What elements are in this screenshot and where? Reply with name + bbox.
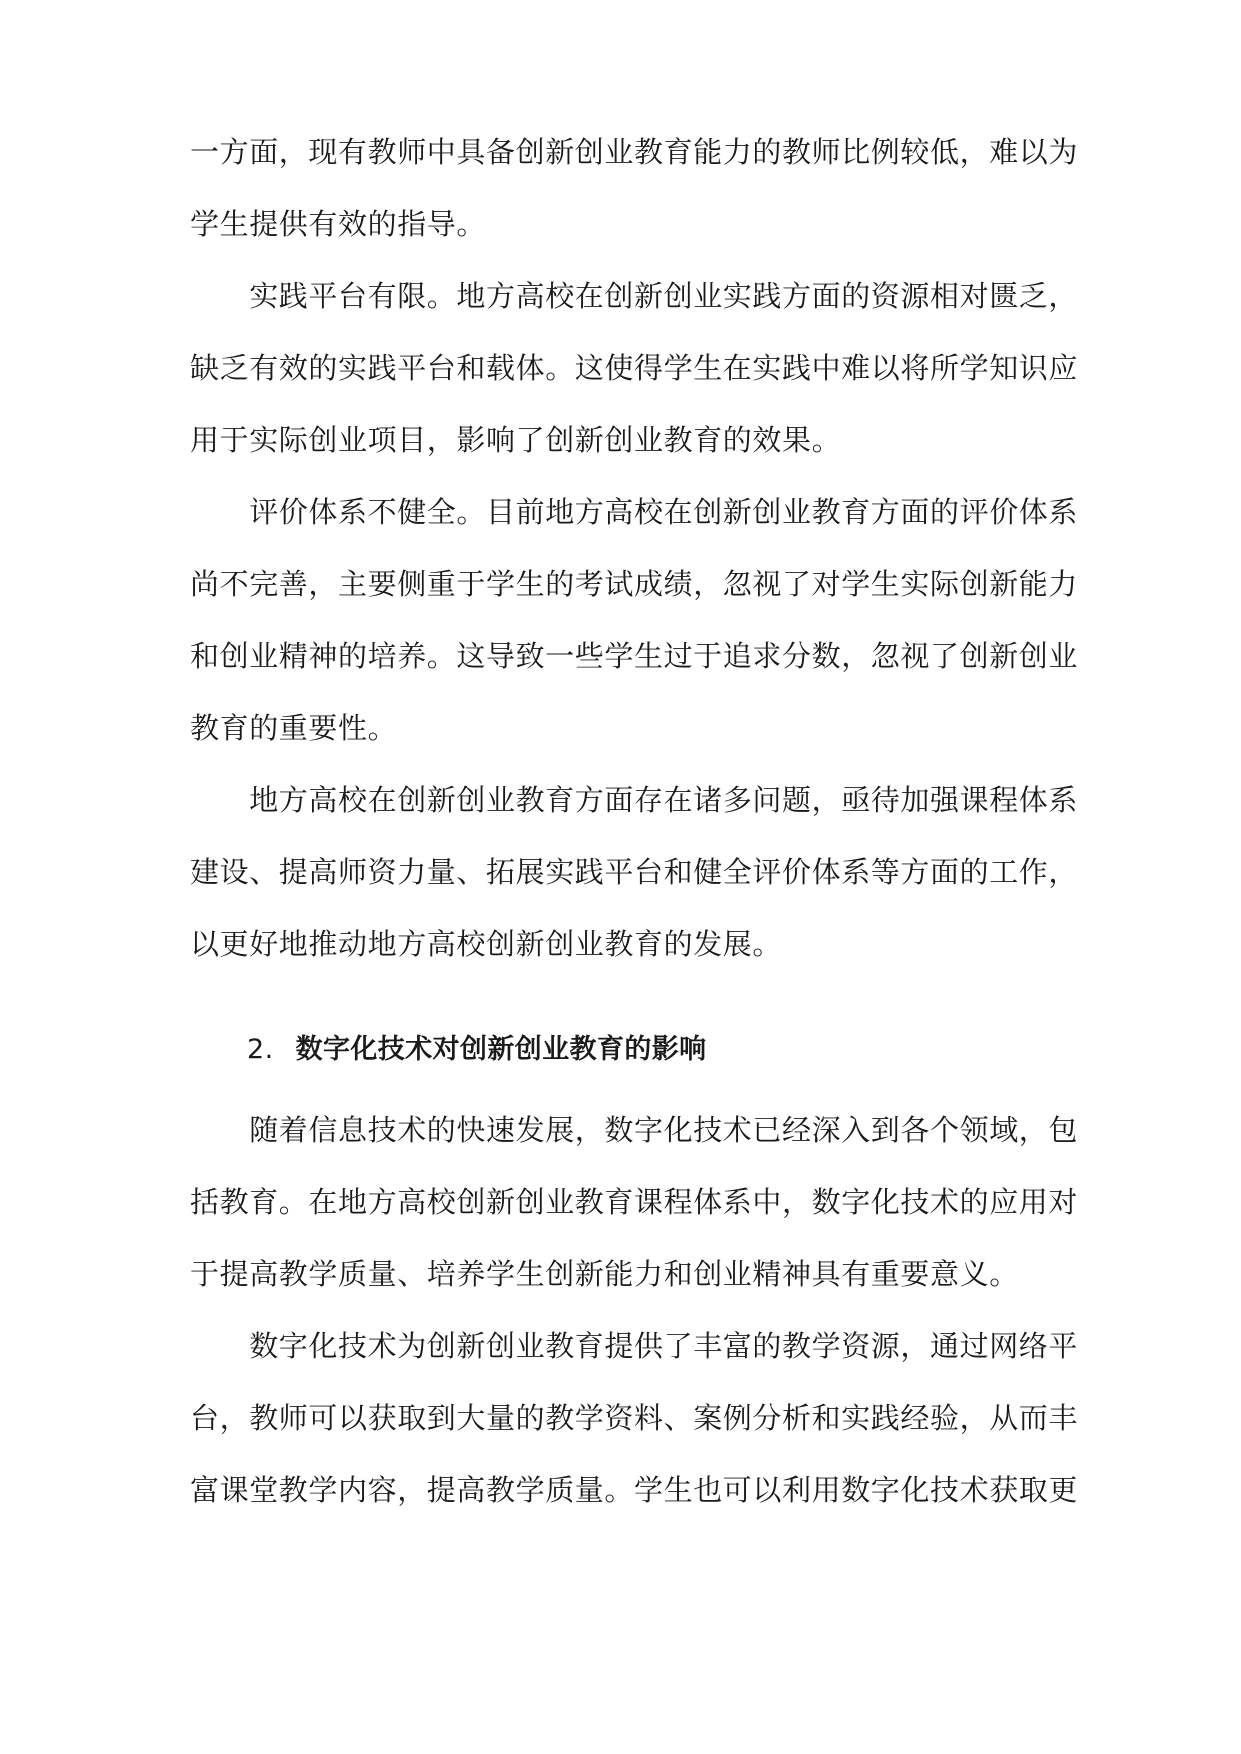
text-line: 括教育。在地方高校创新创业教育课程体系中，数字化技术的应用对 [190,1185,1079,1219]
text-line: 随着信息技术的快速发展，数字化技术已经深入到各个领域，包 [190,1113,1079,1147]
text-line: 教育的重要性。 [190,711,398,745]
section-number: 2. [247,1034,274,1065]
section-heading [247,1030,1047,1070]
text-line: 用于实际创业项目，影响了创新创业教育的效果。 [190,423,842,457]
text-line: 一方面，现有教师中具备创新创业教育能力的教师比例较低，难以为 [190,135,1079,169]
text-line: 建设、提高师资力量、拓展实践平台和健全评价体系等方面的工作， [190,855,1079,889]
text-line: 富课堂教学内容，提高教学质量。学生也可以利用数字化技术获取更 [190,1473,1079,1507]
text-line: 学生提供有效的指导。 [190,207,487,241]
text-line: 台，教师可以获取到大量的教学资料、案例分析和实践经验，从而丰 [190,1401,1079,1435]
text-line: 以更好地推动地方高校创新创业教育的发展。 [190,927,783,961]
text-line: 尚不完善，主要侧重于学生的考试成绩，忽视了对学生实际创新能力 [190,567,1079,601]
text-line: 于提高教学质量、培养学生创新能力和创业精神具有重要意义。 [190,1257,1019,1291]
text-line: 实践平台有限。地方高校在创新创业实践方面的资源相对匮乏， [190,279,1079,313]
text-line: 缺乏有效的实践平台和载体。这使得学生在实践中难以将所学知识应 [190,351,1079,385]
text-line: 评价体系不健全。目前地方高校在创新创业教育方面的评价体系 [190,495,1079,529]
section-title: 数字化技术对创新创业教育的影响 [295,1034,707,1065]
text-line: 地方高校在创新创业教育方面存在诸多问题，亟待加强课程体系 [190,783,1079,817]
text-line: 数字化技术为创新创业教育提供了丰富的教学资源，通过网络平 [190,1329,1079,1363]
text-line: 和创业精神的培养。这导致一些学生过于追求分数，忽视了创新创业 [190,639,1079,673]
